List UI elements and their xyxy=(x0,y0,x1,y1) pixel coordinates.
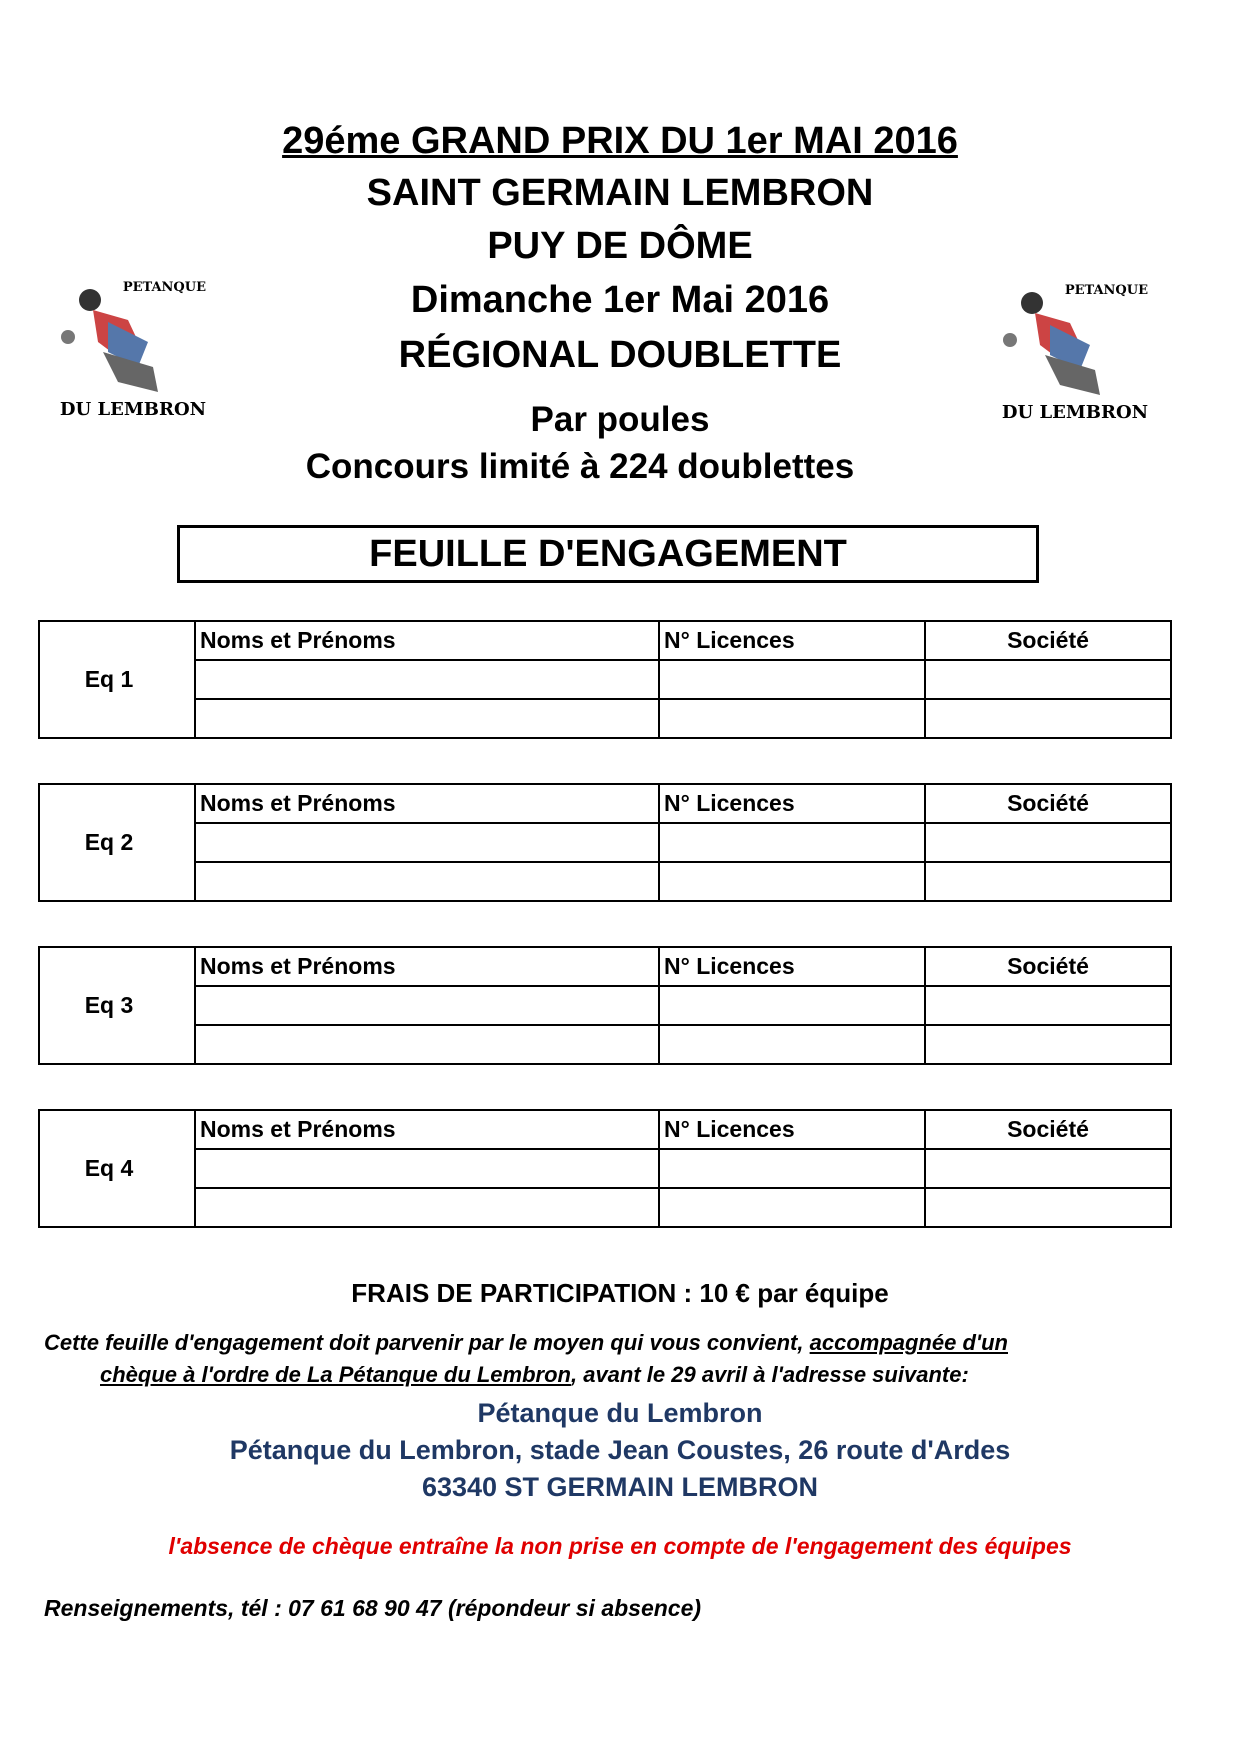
licence-field[interactable] xyxy=(659,699,925,738)
team-label: Eq 3 xyxy=(39,947,195,1064)
club-field[interactable] xyxy=(925,862,1171,901)
player-name-field[interactable] xyxy=(195,823,659,862)
licence-field[interactable] xyxy=(659,823,925,862)
club-field[interactable] xyxy=(925,1149,1171,1188)
header-licences: N° Licences xyxy=(659,947,925,986)
club-logo-right: PETANQUE DU LEMBRON xyxy=(1001,283,1149,423)
team-table xyxy=(38,946,1172,1065)
header-names: Noms et Prénoms xyxy=(195,621,659,660)
event-department: PUY DE DÔME xyxy=(487,225,753,267)
player-name-field[interactable] xyxy=(195,660,659,699)
header-club: Société xyxy=(925,784,1171,823)
club-field[interactable] xyxy=(925,660,1171,699)
team-table xyxy=(38,783,1172,902)
header-licences: N° Licences xyxy=(659,621,925,660)
header-club: Société xyxy=(925,621,1171,660)
club-field[interactable] xyxy=(925,699,1171,738)
licence-field[interactable] xyxy=(659,1188,925,1227)
header-club: Société xyxy=(925,1110,1171,1149)
event-category: RÉGIONAL DOUBLETTE xyxy=(398,334,842,376)
header-names: Noms et Prénoms xyxy=(195,784,659,823)
header-licences: N° Licences xyxy=(659,784,925,823)
player-name-field[interactable] xyxy=(195,986,659,1025)
instructions-line2: chèque à l'ordre de La Pétanque du Lembron, avant le 29 avril à l'adresse suivante: xyxy=(100,1362,969,1387)
licence-field[interactable] xyxy=(659,1149,925,1188)
player-name-field[interactable] xyxy=(195,1188,659,1227)
contact-info: Renseignements, tél : 07 61 68 90 47 (répondeur si absence) xyxy=(44,1595,702,1621)
club-field[interactable] xyxy=(925,986,1171,1025)
player-name-field[interactable] xyxy=(195,1149,659,1188)
form-title: FEUILLE D'ENGAGEMENT xyxy=(177,525,1039,583)
petanque-player-icon xyxy=(1000,285,1140,400)
team-table xyxy=(38,620,1172,739)
event-title: 29éme GRAND PRIX DU 1er MAI 2016 xyxy=(282,120,958,162)
club-field[interactable] xyxy=(925,823,1171,862)
team-label: Eq 4 xyxy=(39,1110,195,1227)
event-date: Dimanche 1er Mai 2016 xyxy=(410,279,830,321)
instructions-line1: Cette feuille d'engagement doit parvenir par le moyen qui vous convient, accompagnée d'un xyxy=(44,1330,1008,1355)
player-name-field[interactable] xyxy=(195,699,659,738)
petanque-player-icon xyxy=(58,282,198,397)
header-licences: N° Licences xyxy=(659,1110,925,1149)
address-street: Pétanque du Lembron, stade Jean Coustes, 26 route d'Ardes xyxy=(229,1435,1011,1465)
licence-field[interactable] xyxy=(659,862,925,901)
licence-field[interactable] xyxy=(659,986,925,1025)
event-town: SAINT GERMAIN LEMBRON xyxy=(366,172,874,214)
licence-field[interactable] xyxy=(659,660,925,699)
warning-text: l'absence de chèque entraîne la non prise en compte de l'engagement des équipes xyxy=(168,1533,1072,1559)
team-label: Eq 1 xyxy=(39,621,195,738)
header-names: Noms et Prénoms xyxy=(195,1110,659,1149)
team-label: Eq 2 xyxy=(39,784,195,901)
player-name-field[interactable] xyxy=(195,862,659,901)
team-table xyxy=(38,1109,1172,1228)
licence-field[interactable] xyxy=(659,1025,925,1064)
address-name: Pétanque du Lembron xyxy=(477,1398,763,1428)
event-format: Par poules xyxy=(530,400,710,439)
address-city: 63340 ST GERMAIN LEMBRON xyxy=(421,1472,819,1502)
fees-text: FRAIS DE PARTICIPATION : 10 € par équipe xyxy=(351,1278,889,1308)
header-club: Société xyxy=(925,947,1171,986)
club-field[interactable] xyxy=(925,1025,1171,1064)
club-logo-left: PETANQUE DU LEMBRON xyxy=(59,280,207,420)
header-names: Noms et Prénoms xyxy=(195,947,659,986)
player-name-field[interactable] xyxy=(195,1025,659,1064)
event-limit: Concours limité à 224 doublettes xyxy=(305,447,855,486)
club-field[interactable] xyxy=(925,1188,1171,1227)
